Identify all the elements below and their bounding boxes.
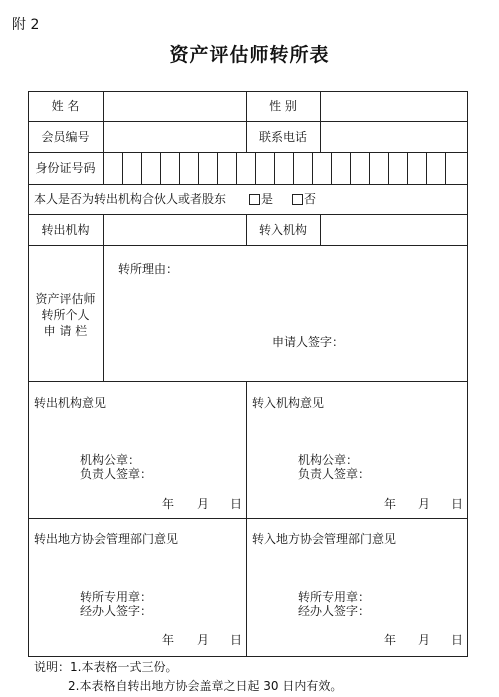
- in-org-leader-sign-label: 负责人签章：: [298, 467, 371, 481]
- in-assoc-day: 日: [451, 633, 464, 647]
- out-assoc-seal-label: 转所专用章：: [80, 590, 153, 604]
- in-org-year: 年: [384, 497, 397, 511]
- member-no-label: 会员编号: [41, 130, 90, 144]
- phone-field[interactable]: [322, 123, 466, 151]
- out-assoc-opinion-title: 转出地方协会管理部门意见: [34, 532, 179, 546]
- out-assoc-month: 月: [197, 633, 210, 647]
- out-org-day: 日: [230, 497, 243, 511]
- out-org-leader-sign-label: 负责人签章：: [80, 467, 153, 481]
- note-line-1: 说明：1.本表格一式三份。: [34, 660, 178, 674]
- transfer-reason-field[interactable]: [118, 280, 458, 328]
- gender-label: 性 别: [269, 99, 297, 113]
- out-org-label: 转出机构: [41, 223, 90, 237]
- name-label: 姓 名: [51, 99, 80, 113]
- appendix-label: 附 2: [12, 17, 40, 33]
- transfer-reason-label: 转所理由：: [118, 262, 179, 276]
- out-assoc-handler-sign-label: 经办人签字：: [80, 604, 153, 618]
- personal-label-line1: 资产评估师: [35, 292, 96, 306]
- yes-label: 是: [261, 192, 274, 206]
- in-org-month: 月: [418, 497, 431, 511]
- id-no-label: 身份证号码: [35, 161, 96, 175]
- out-org-seal-label: 机构公章：: [80, 453, 141, 467]
- in-org-field[interactable]: [322, 216, 466, 244]
- member-no-field[interactable]: [105, 123, 245, 151]
- out-org-opinion-title: 转出机构意见: [34, 396, 107, 410]
- personal-label-line2: 转所个人: [41, 308, 90, 322]
- in-assoc-seal-label: 转所专用章：: [298, 590, 371, 604]
- name-field[interactable]: [105, 93, 245, 120]
- out-assoc-day: 日: [230, 633, 243, 647]
- no-label: 否: [304, 192, 317, 206]
- in-assoc-month: 月: [418, 633, 431, 647]
- gender-field[interactable]: [322, 93, 466, 120]
- no-checkbox[interactable]: [292, 194, 303, 205]
- in-org-label: 转入机构: [258, 223, 307, 237]
- note-line-2: 2.本表格自转出地方协会盖章之日起 30 日内有效。: [68, 679, 343, 693]
- form-title: 资产评估师转所表: [169, 44, 330, 66]
- out-assoc-year: 年: [162, 633, 175, 647]
- out-org-field[interactable]: [105, 216, 245, 244]
- in-org-day: 日: [451, 497, 464, 511]
- personal-section-label: [28, 292, 103, 338]
- in-org-opinion-title: 转入机构意见: [252, 396, 325, 410]
- in-assoc-opinion-title: 转入地方协会管理部门意见: [252, 532, 397, 546]
- id-no-field[interactable]: [105, 154, 466, 183]
- partner-question: 本人是否为转出机构合伙人或者股东: [34, 192, 227, 206]
- phone-label: 联系电话: [258, 130, 307, 144]
- personal-label-line3: 申 请 栏: [43, 324, 88, 338]
- in-org-seal-label: 机构公章：: [298, 453, 359, 467]
- out-org-year: 年: [162, 497, 175, 511]
- applicant-signature-label: 申请人签字：: [272, 335, 345, 349]
- in-assoc-year: 年: [384, 633, 397, 647]
- in-assoc-handler-sign-label: 经办人签字：: [298, 604, 371, 618]
- yes-checkbox[interactable]: [249, 194, 260, 205]
- out-org-month: 月: [197, 497, 210, 511]
